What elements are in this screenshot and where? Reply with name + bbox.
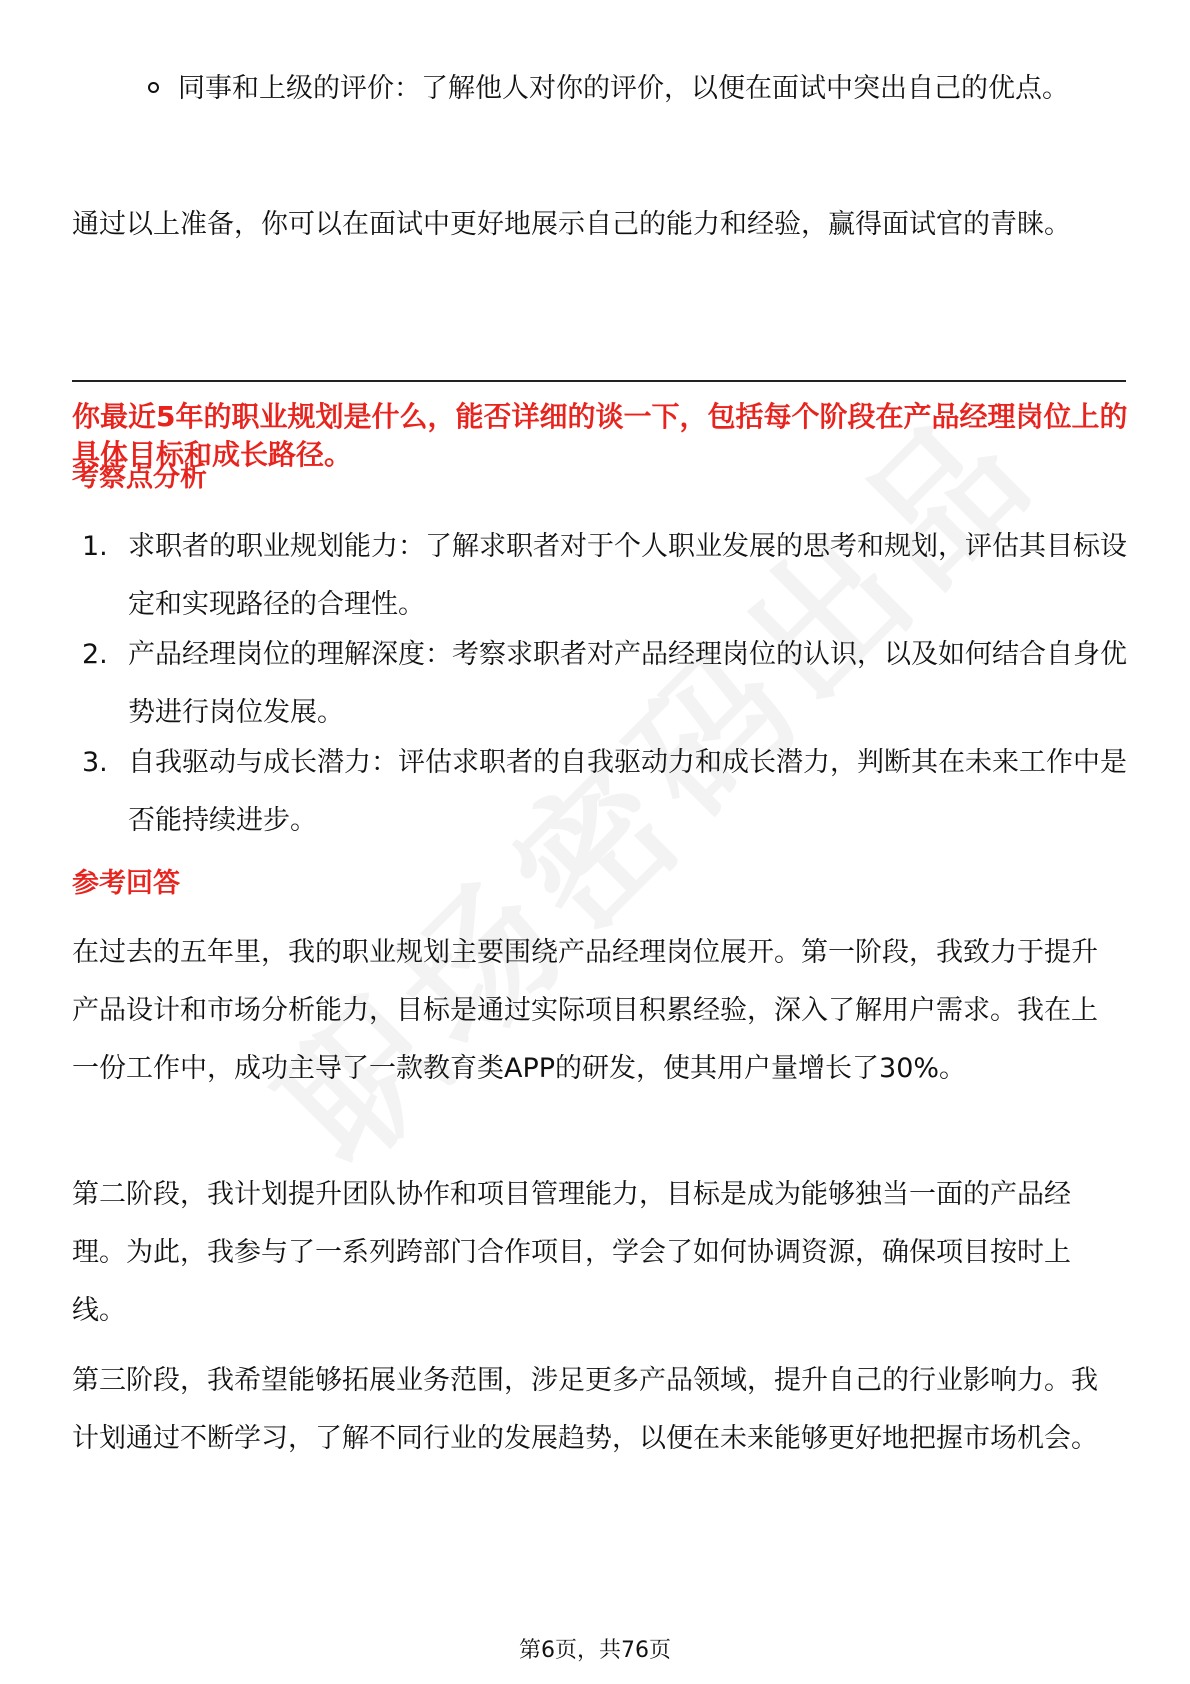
hollow-bullet-icon: [148, 82, 159, 93]
section-divider: [72, 380, 1126, 382]
list-item-text: 同事和上级的评价：了解他人对你的评价，以便在面试中突出自己的优点。: [178, 73, 1069, 104]
list-item-evaluation: [148, 60, 1088, 118]
list-item: [82, 626, 1132, 742]
list-number: 1.: [82, 531, 108, 562]
list-item-text: 产品经理岗位的理解深度：考察求职者对产品经理岗位的认识，以及如何结合自身优势进行岗位发展。: [128, 639, 1127, 728]
analysis-heading: 考察点分析: [72, 462, 207, 493]
list-item-text: 自我驱动与成长潜力：评估求职者的自我驱动力和成长潜力，判断其在未来工作中是否能持续进步。: [128, 747, 1127, 836]
list-item: [82, 518, 1132, 634]
list-number: 2.: [82, 639, 108, 670]
list-item: [82, 734, 1132, 850]
page-number: 第6页，共76页: [519, 1638, 671, 1663]
answer-paragraph-2: 第二阶段，我计划提升团队协作和项目管理能力，目标是成为能够独当一面的产品经理。为此，我参与了一系列跨部门合作项目，学会了如何协调资源，确保项目按时上线。: [72, 1179, 1071, 1326]
summary-paragraph: 通过以上准备，你可以在面试中更好地展示自己的能力和经验，赢得面试官的青睐。: [72, 209, 1071, 240]
analysis-list: [82, 518, 1132, 850]
answer-heading: 参考回答: [72, 868, 180, 899]
answer-paragraph-3: 第三阶段，我希望能够拓展业务范围，涉足更多产品领域，提升自己的行业影响力。我计划通过不断学习，了解不同行业的发展趋势，以便在未来能够更好地把握市场机会。: [72, 1365, 1098, 1454]
answer-paragraph-1: 在过去的五年里，我的职业规划主要围绕产品经理岗位展开。第一阶段，我致力于提升产品设计和市场分析能力，目标是通过实际项目积累经验，深入了解用户需求。我在上一份工作中，成功主导了一款教育类APP的研发，使其用户量增长了30%。: [72, 937, 1098, 1084]
interview-question: 你最近5年的职业规划是什么，能否详细的谈一下，包括每个阶段在产品经理岗位上的具体目标和成长路径。: [72, 400, 1128, 471]
list-item-text: 求职者的职业规划能力：了解求职者对于个人职业发展的思考和规划，评估其目标设定和实现路径的合理性。: [128, 531, 1127, 620]
list-number: 3.: [82, 747, 108, 778]
